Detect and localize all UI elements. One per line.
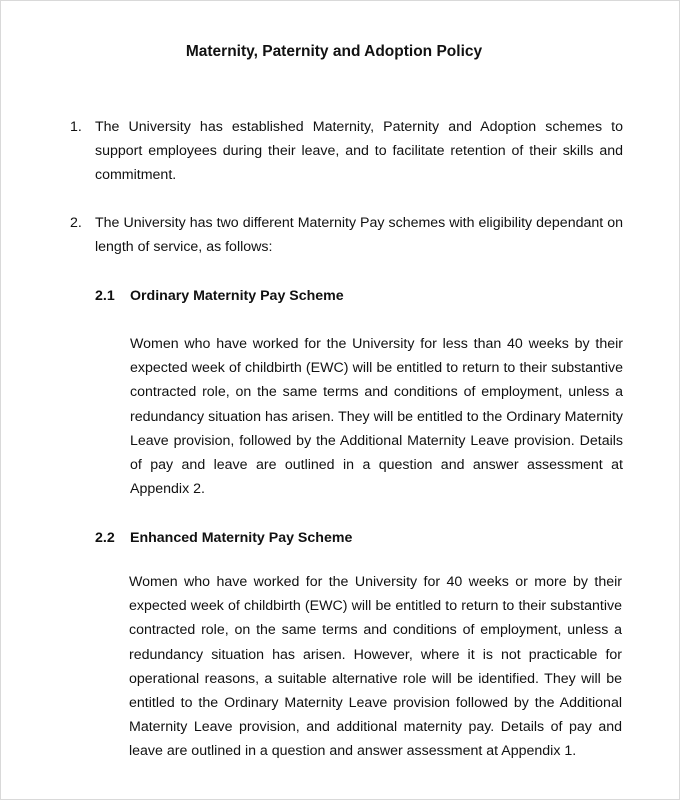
section-2-2-number: 2.2 [95,530,115,546]
section-2-1-heading [95,284,344,308]
section-2-1-body: Women who have worked for the University for less than 40 weeks by their expected week of childbirth (EWC) will be entitled to return to their substantive contracted role, on the same terms and conditions of employment, unless a redundancy situation has arisen. They will be entitled to the Ordinary Maternity Leave provision, followed by the Additional Maternity Leave provision. Details of pay and leave are outlined in a question and answer assessment at Appendix 2. [130,336,623,498]
section-2-1-number: 2.1 [95,288,115,304]
item-1-number: 1. [70,119,82,135]
section-2-2-heading [95,526,352,550]
document-title: Maternity, Paternity and Adoption Policy [185,43,483,60]
item-2-text: The University has two different Maternity Pay schemes with eligibility dependant on length of service, as follows: [95,215,623,256]
section-2-2-body: Women who have worked for the University for 40 weeks or more by their expected week of childbirth (EWC) will be entitled to return to their substantive contracted role, on the same terms and conditions of employment, unless a redundancy situation has arisen. However, where it is not practicable for operational reasons, a suitable alternative role will be identified. They will be entitled to the Ordinary Maternity Leave provision followed by the Additional Maternity Leave provision, and additional maternity pay. Details of pay and leave are outlined in a question and answer assessment at Appendix 1. [129,574,622,760]
section-2-1-title: Ordinary Maternity Pay Scheme [130,288,344,304]
item-1-text: The University has established Maternity, Paternity and Adoption schemes to support employees during their leave, and to facilitate retention of their skills and commitment. [95,119,623,184]
item-2-number: 2. [70,215,82,231]
section-2-2-title: Enhanced Maternity Pay Scheme [130,530,353,546]
